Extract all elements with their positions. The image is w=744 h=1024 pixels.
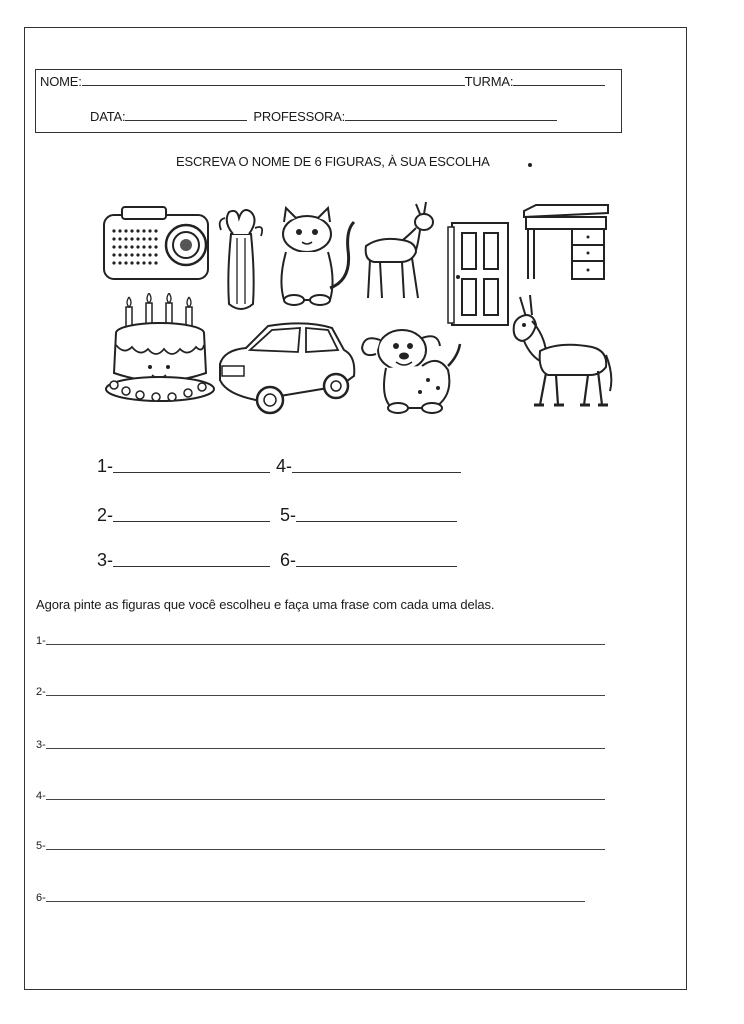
date-label: DATA:: [90, 109, 126, 124]
sentence-label: 6-: [36, 892, 46, 904]
sentence-field-1[interactable]: [46, 643, 605, 645]
sentence-instruction: Agora pinte as figuras que você escolheu e faça uma frase com cada uma delas.: [36, 597, 495, 612]
sentence-row-1: [36, 635, 605, 647]
answer-row-2: [97, 505, 457, 526]
sentence-row-2: [36, 686, 605, 698]
cat-icon: [272, 200, 358, 308]
answer-row-3: [97, 550, 457, 571]
sentence-field-2[interactable]: [46, 694, 605, 696]
answer-label: 1-: [97, 456, 114, 476]
celery-icon: [215, 204, 267, 316]
sentence-label: 4-: [36, 790, 46, 802]
sentence-field-3[interactable]: [46, 747, 605, 749]
sentence-row-4: [36, 790, 605, 802]
sentence-field-5[interactable]: [46, 848, 605, 850]
name-row: [40, 74, 605, 89]
desk-icon: [522, 203, 610, 283]
camera-icon: [102, 205, 214, 283]
sentence-label: 2-: [36, 686, 46, 698]
answer-label: 6-: [280, 550, 297, 570]
dog-icon: [358, 318, 464, 416]
car-icon: [216, 320, 358, 416]
teacher-field[interactable]: [345, 119, 557, 121]
answer-field-2[interactable]: [113, 520, 270, 522]
answer-field-4[interactable]: [292, 471, 461, 473]
class-field[interactable]: [513, 84, 605, 86]
class-label: TURMA:: [464, 74, 514, 89]
sentence-label: 1-: [36, 635, 46, 647]
sentence-row-5: [36, 840, 605, 852]
name-field[interactable]: [82, 84, 465, 86]
teacher-label: PROFESSORA:: [253, 109, 346, 124]
answer-label: 5-: [280, 505, 297, 525]
answer-label: 2-: [97, 505, 114, 525]
instruction-title: ESCREVA O NOME DE 6 FIGURAS, À SUA ESCOLHA: [176, 154, 490, 169]
answer-row-1: [97, 456, 461, 477]
birthday-cake-icon: [104, 293, 216, 411]
date-field[interactable]: [125, 119, 247, 121]
sentence-field-6[interactable]: [46, 900, 585, 902]
answer-label: 4-: [276, 456, 293, 476]
sentence-label: 5-: [36, 840, 46, 852]
donkey-icon: [510, 295, 616, 411]
sentence-row-6: [36, 892, 585, 904]
answer-label: 3-: [97, 550, 114, 570]
name-label: NOME:: [40, 74, 82, 89]
sentence-label: 3-: [36, 739, 46, 751]
answer-field-3[interactable]: [113, 565, 270, 567]
bullet-dot: [528, 163, 532, 167]
answer-field-6[interactable]: [296, 565, 457, 567]
door-icon: [446, 221, 512, 327]
sentence-row-3: [36, 739, 605, 751]
answer-field-1[interactable]: [113, 471, 270, 473]
answer-field-5[interactable]: [296, 520, 457, 522]
date-row: [90, 109, 557, 124]
deer-icon: [360, 200, 442, 302]
header-box: [35, 69, 622, 133]
sentence-field-4[interactable]: [46, 798, 605, 800]
